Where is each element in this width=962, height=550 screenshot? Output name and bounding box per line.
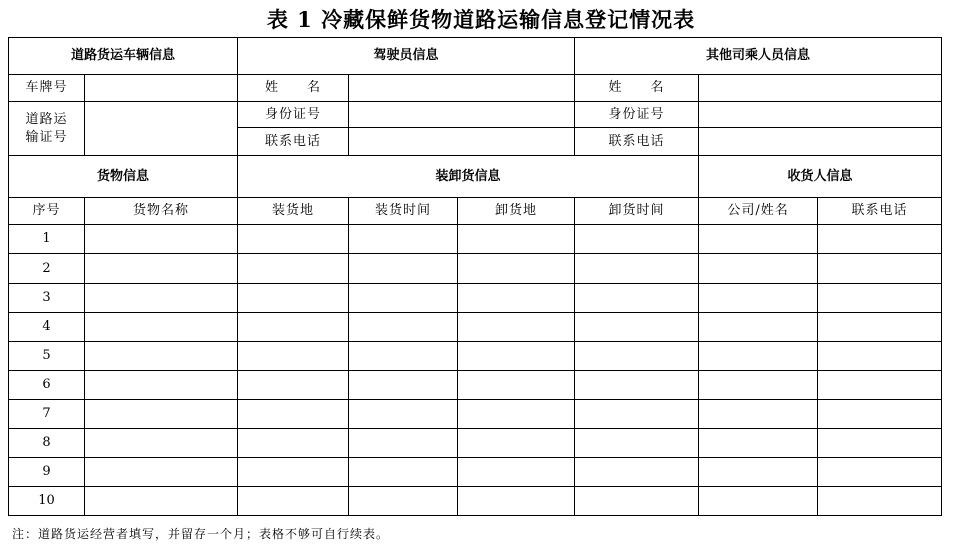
- load-place-cell[interactable]: [238, 225, 349, 254]
- driver-phone-label: 联系电话: [238, 128, 349, 156]
- section-driver: 驾驶员信息: [238, 38, 575, 75]
- goods-name-cell[interactable]: [85, 400, 238, 429]
- contact-phone-cell[interactable]: [818, 313, 942, 342]
- row-number: 7: [9, 400, 85, 429]
- other-name-field[interactable]: [699, 75, 942, 102]
- other-phone-field[interactable]: [699, 128, 942, 156]
- driver-id-field[interactable]: [349, 102, 575, 128]
- company-name-cell[interactable]: [699, 342, 818, 371]
- other-id-label: 身份证号: [575, 102, 699, 128]
- other-name-label-text: 姓 名: [608, 80, 665, 95]
- row-number: 10: [9, 487, 85, 516]
- load-time-cell[interactable]: [349, 371, 458, 400]
- col-seq: 序号: [9, 198, 85, 225]
- company-name-cell[interactable]: [699, 429, 818, 458]
- table-row: [9, 225, 942, 254]
- contact-phone-cell[interactable]: [818, 458, 942, 487]
- table-row: [9, 342, 942, 371]
- company-name-cell[interactable]: [699, 400, 818, 429]
- load-place-cell[interactable]: [238, 342, 349, 371]
- goods-name-cell[interactable]: [85, 342, 238, 371]
- goods-section-row: [9, 156, 942, 198]
- load-time-cell[interactable]: [349, 400, 458, 429]
- unload-time-cell[interactable]: [575, 284, 699, 313]
- permit-label: 道路运 输证号: [9, 102, 85, 156]
- table-row: [9, 458, 942, 487]
- driver-name-label: [238, 75, 349, 102]
- unload-place-cell[interactable]: [458, 342, 575, 371]
- driver-name-label-text: 姓 名: [265, 80, 322, 95]
- goods-name-cell[interactable]: [85, 254, 238, 284]
- load-time-cell[interactable]: [349, 458, 458, 487]
- col-unload-time: 卸货时间: [575, 198, 699, 225]
- load-place-cell[interactable]: [238, 254, 349, 284]
- company-name-cell[interactable]: [699, 458, 818, 487]
- col-contact-phone: 联系电话: [818, 198, 942, 225]
- unload-time-cell[interactable]: [575, 400, 699, 429]
- goods-name-cell[interactable]: [85, 313, 238, 342]
- goods-name-cell[interactable]: [85, 371, 238, 400]
- plate-field[interactable]: [85, 75, 238, 102]
- unload-time-cell[interactable]: [575, 371, 699, 400]
- row-number: 2: [9, 254, 85, 284]
- table-row: [9, 487, 942, 516]
- row-number: 9: [9, 458, 85, 487]
- driver-name-field[interactable]: [349, 75, 575, 102]
- col-unload-place: 卸货地: [458, 198, 575, 225]
- contact-phone-cell[interactable]: [818, 284, 942, 313]
- table-row: [9, 429, 942, 458]
- registration-table: [8, 37, 942, 516]
- company-name-cell[interactable]: [699, 254, 818, 284]
- unload-time-cell[interactable]: [575, 313, 699, 342]
- unload-place-cell[interactable]: [458, 400, 575, 429]
- row-number: 3: [9, 284, 85, 313]
- unload-place-cell[interactable]: [458, 487, 575, 516]
- contact-phone-cell[interactable]: [818, 429, 942, 458]
- unload-time-cell[interactable]: [575, 225, 699, 254]
- goods-name-cell[interactable]: [85, 487, 238, 516]
- goods-name-cell[interactable]: [85, 458, 238, 487]
- load-place-cell[interactable]: [238, 429, 349, 458]
- contact-phone-cell[interactable]: [818, 342, 942, 371]
- company-name-cell[interactable]: [699, 284, 818, 313]
- contact-phone-cell[interactable]: [818, 225, 942, 254]
- permit-field[interactable]: [85, 102, 238, 156]
- load-time-cell[interactable]: [349, 342, 458, 371]
- unload-place-cell[interactable]: [458, 225, 575, 254]
- plate-row: [9, 75, 942, 102]
- row-number: 5: [9, 342, 85, 371]
- column-header-row: [9, 198, 942, 225]
- table-title: 表 1 冷藏保鲜货物道路运输信息登记情况表: [266, 7, 696, 32]
- load-place-cell[interactable]: [238, 487, 349, 516]
- unload-time-cell[interactable]: [575, 458, 699, 487]
- table-row: [9, 254, 942, 284]
- table-row: [9, 371, 942, 400]
- load-time-cell[interactable]: [349, 487, 458, 516]
- contact-phone-cell[interactable]: [818, 487, 942, 516]
- company-name-cell[interactable]: [699, 371, 818, 400]
- section-other-crew: 其他司乘人员信息: [575, 38, 942, 75]
- unload-place-cell[interactable]: [458, 429, 575, 458]
- load-place-cell[interactable]: [238, 400, 349, 429]
- goods-name-cell[interactable]: [85, 429, 238, 458]
- load-time-cell[interactable]: [349, 225, 458, 254]
- load-place-cell[interactable]: [238, 284, 349, 313]
- row-number: 4: [9, 313, 85, 342]
- unload-place-cell[interactable]: [458, 371, 575, 400]
- section-goods: 货物信息: [9, 156, 238, 198]
- driver-phone-field[interactable]: [349, 128, 575, 156]
- footnote: 注：道路货运经营者填写，并留存一个月；表格不够可自行续表。: [12, 527, 390, 541]
- table-row: [9, 400, 942, 429]
- section-vehicle: 道路货运车辆信息: [9, 38, 238, 75]
- section-loading: 装卸货信息: [238, 156, 699, 198]
- goods-name-cell[interactable]: [85, 225, 238, 254]
- load-place-cell[interactable]: [238, 458, 349, 487]
- section-header-row: [9, 38, 942, 75]
- row-number: 6: [9, 371, 85, 400]
- unload-time-cell[interactable]: [575, 342, 699, 371]
- unload-place-cell[interactable]: [458, 284, 575, 313]
- col-company-name: 公司/姓名: [699, 198, 818, 225]
- section-receiver: 收货人信息: [699, 156, 942, 198]
- company-name-cell[interactable]: [699, 313, 818, 342]
- unload-time-cell[interactable]: [575, 429, 699, 458]
- row-number: 1: [9, 225, 85, 254]
- col-goods-name: 货物名称: [85, 198, 238, 225]
- contact-phone-cell[interactable]: [818, 254, 942, 284]
- company-name-cell[interactable]: [699, 487, 818, 516]
- goods-name-cell[interactable]: [85, 284, 238, 313]
- unload-time-cell[interactable]: [575, 487, 699, 516]
- driver-id-label: 身份证号: [238, 102, 349, 128]
- row-number: 8: [9, 429, 85, 458]
- table-row: [9, 313, 942, 342]
- contact-phone-cell[interactable]: [818, 400, 942, 429]
- other-name-label: [575, 75, 699, 102]
- col-load-place: 装货地: [238, 198, 349, 225]
- plate-label: 车牌号: [9, 75, 85, 102]
- unload-place-cell[interactable]: [458, 313, 575, 342]
- id-row: [9, 102, 942, 128]
- table-row: [9, 284, 942, 313]
- load-time-cell[interactable]: [349, 284, 458, 313]
- load-place-cell[interactable]: [238, 313, 349, 342]
- other-phone-label: 联系电话: [575, 128, 699, 156]
- company-name-cell[interactable]: [699, 225, 818, 254]
- load-time-cell[interactable]: [349, 254, 458, 284]
- col-load-time: 装货时间: [349, 198, 458, 225]
- load-time-cell[interactable]: [349, 429, 458, 458]
- unload-place-cell[interactable]: [458, 254, 575, 284]
- unload-place-cell[interactable]: [458, 458, 575, 487]
- data-rows: [9, 225, 942, 516]
- other-id-field[interactable]: [699, 102, 942, 128]
- contact-phone-cell[interactable]: [818, 371, 942, 400]
- load-place-cell[interactable]: [238, 371, 349, 400]
- unload-time-cell[interactable]: [575, 254, 699, 284]
- load-time-cell[interactable]: [349, 313, 458, 342]
